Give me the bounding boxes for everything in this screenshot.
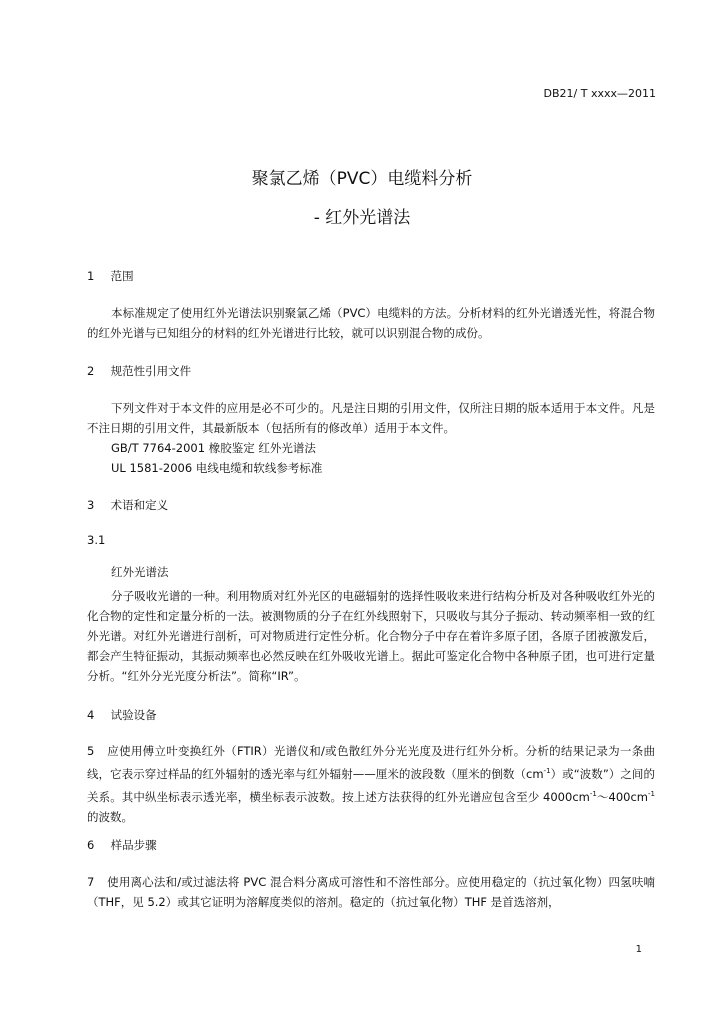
section-3-heading	[87, 497, 168, 513]
section-number: 2	[87, 364, 95, 378]
section-number: 3	[87, 498, 95, 512]
section-number: 6	[87, 838, 95, 852]
reference-item: UL 1581-2006 电线电缆和软线参考标准	[111, 461, 323, 475]
section-7-paragraph	[87, 872, 655, 912]
section-number: 5	[87, 744, 95, 758]
page-number: 1	[635, 944, 642, 955]
section-title: 范围	[110, 269, 134, 283]
section-1-paragraph: 本标准规定了使用红外光谱法识别聚氯乙烯（PVC）电缆料的方法。分析材料的红外光谱透光性，将混合物的红外光谱与已知组分的材料的红外光谱进行比较，就可以识别混合物的成份。	[87, 306, 655, 340]
section-3-paragraph: 分子吸收光谱的一种。利用物质对红外光区的电磁辐射的选择性吸收来进行结构分析及对各种吸收红外光的化合物的定性和定量分析的一法。被测物质的分子在红外线照射下，只吸收与其分子振动、转动频率相一致的红外光谱。对红外光谱进行剖析，可对物质进行定性分析。化合物分子中存在着许多原子团，各原子团被激发后，都会产生特征振动，其振动频率也必然反映在红外吸收光谱上。据此可鉴定化合物中各种原子团，也可进行定量分析。“红外分光光度分析法”。简称“IR”。	[87, 589, 655, 683]
paragraph-text: ～400cm	[596, 789, 648, 804]
section-2-paragraph: 下列文件对于本文件的应用是必不可少的。凡是注日期的引用文件，仅所注日期的版本适用于本文件。凡是不注日期的引用文件，其最新版本（包括所有的修改单）适用于本文件。	[87, 401, 655, 435]
section-title: 试验设备	[110, 708, 157, 722]
paragraph-text: 使用离心法和/或过滤法将 PVC 混合料分离成可溶性和不溶性部分。应使用稳定的（抗过氧化物）四氢呋喃（THF，见 5.2）或其它证明为溶解度类似的溶剂。稳定的（抗过氧化物）THF 是首选溶剂，	[87, 875, 655, 909]
document-subtitle: - 红外光谱法	[313, 208, 411, 228]
section-4-heading	[87, 707, 157, 723]
paragraph-text: 的波数。	[87, 809, 133, 824]
document-code: DB21/ T xxxx—2011	[543, 87, 656, 100]
subsection-number: 3.1	[87, 533, 106, 547]
reference-item: GB/T 7764-2001 橡胶鉴定 红外光谱法	[111, 441, 316, 455]
section-title: 规范性引用文件	[110, 364, 192, 378]
superscript: -1	[589, 789, 597, 798]
term-name: 红外光谱法	[111, 565, 169, 579]
section-6-heading	[87, 837, 157, 853]
section-number: 4	[87, 708, 95, 722]
paragraph-text: 应使用傅立叶变换红外（FTIR）光谱仪和/或色散红外分光光度及进行红外分析。分析的结果记录为一条曲线，它表示穿过样品的红外辐射的透光率与红外辐射——厘米的波段数（厘米的倒数（cm	[87, 744, 655, 781]
superscript: -1	[543, 767, 551, 775]
section-2-heading	[87, 363, 191, 379]
section-title: 样品步骤	[110, 838, 157, 852]
superscript: -1	[648, 789, 655, 798]
section-5-paragraph	[87, 741, 655, 827]
section-number: 7	[87, 875, 95, 889]
paragraph-text: ）或“波数”）之间的关系。其中纵坐标表示透光率，横坐标表示波数。按上述方法获得的红外光谱应包含至少 4000cm	[87, 766, 655, 804]
section-1-heading	[87, 268, 134, 284]
section-number: 1	[87, 269, 95, 283]
section-title: 术语和定义	[110, 498, 169, 512]
document-title: 聚氯乙烯（PVC）电缆料分析	[251, 169, 473, 189]
